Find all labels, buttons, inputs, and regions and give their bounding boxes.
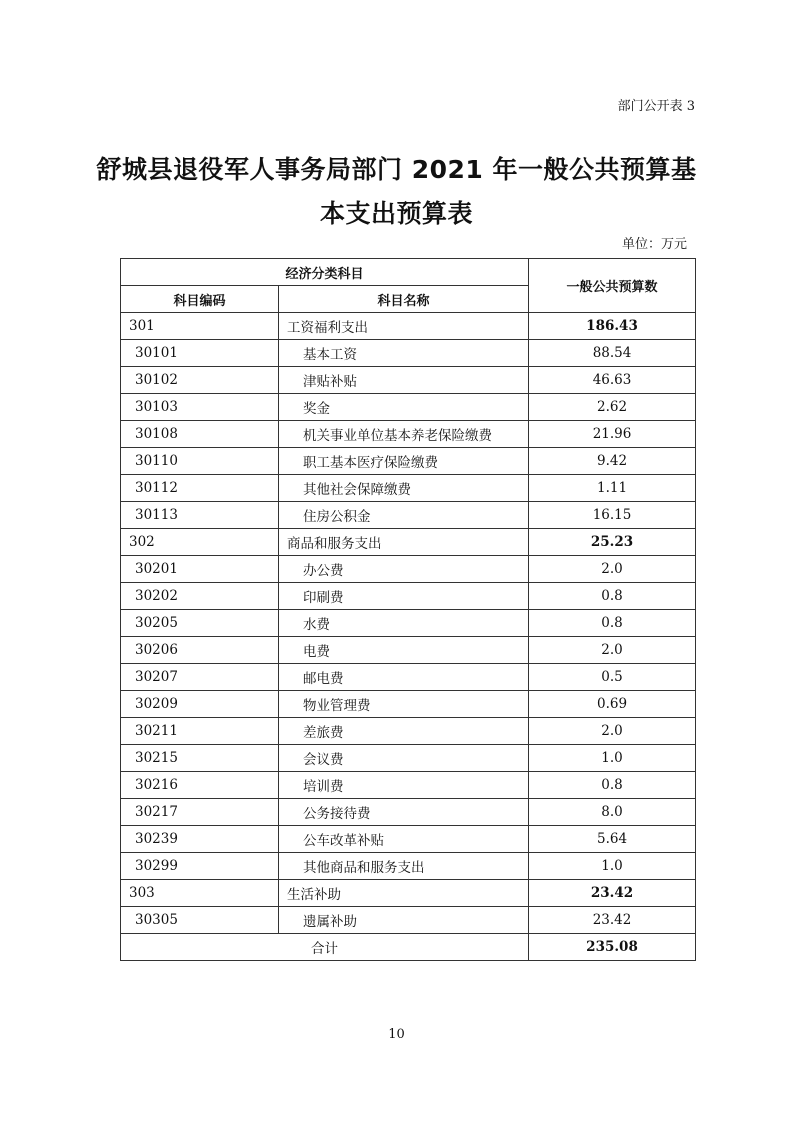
cell-code: 30112: [121, 475, 279, 502]
title-line-1: 舒城县退役军人事务局部门 2021 年一般公共预算基: [96, 155, 697, 184]
cell-name: 住房公积金: [279, 502, 529, 529]
cell-name: 基本工资: [279, 340, 529, 367]
cell-amount: 2.0: [529, 718, 696, 745]
table-row: [121, 583, 696, 610]
cell-amount: 1.0: [529, 853, 696, 880]
cell-name: 其他商品和服务支出: [279, 853, 529, 880]
cell-amount: 46.63: [529, 367, 696, 394]
table-row: [121, 853, 696, 880]
table-row: [121, 313, 696, 340]
cell-name: 遗属补助: [279, 907, 529, 934]
cell-code: 30305: [121, 907, 279, 934]
cell-name: 奖金: [279, 394, 529, 421]
cell-name: 工资福利支出: [279, 313, 529, 340]
cell-code: 30205: [121, 610, 279, 637]
cell-amount: 2.62: [529, 394, 696, 421]
cell-amount: 21.96: [529, 421, 696, 448]
cell-amount: 0.5: [529, 664, 696, 691]
cell-code: 30103: [121, 394, 279, 421]
table-row: [121, 880, 696, 907]
table-header-row: [121, 259, 696, 286]
budget-table: [120, 258, 696, 961]
cell-amount: 23.42: [529, 907, 696, 934]
cell-name: 职工基本医疗保险缴费: [279, 448, 529, 475]
cell-name: 物业管理费: [279, 691, 529, 718]
cell-amount: 1.0: [529, 745, 696, 772]
cell-name: 其他社会保障缴费: [279, 475, 529, 502]
cell-name: 会议费: [279, 745, 529, 772]
document-label: 部门公开表 3: [617, 99, 695, 114]
table-row: [121, 745, 696, 772]
cell-code: 30113: [121, 502, 279, 529]
cell-amount: 25.23: [529, 529, 696, 556]
cell-code: 30215: [121, 745, 279, 772]
cell-code: 30217: [121, 799, 279, 826]
cell-name: 公车改革补贴: [279, 826, 529, 853]
cell-code: 30202: [121, 583, 279, 610]
table-row: [121, 448, 696, 475]
cell-name: 差旅费: [279, 718, 529, 745]
cell-amount: 88.54: [529, 340, 696, 367]
cell-name: 公务接待费: [279, 799, 529, 826]
cell-name: 商品和服务支出: [279, 529, 529, 556]
cell-amount: 0.8: [529, 772, 696, 799]
table-row: [121, 637, 696, 664]
table-row: [121, 907, 696, 934]
cell-code: 30108: [121, 421, 279, 448]
table-row: [121, 421, 696, 448]
cell-code: 30211: [121, 718, 279, 745]
table-row: [121, 826, 696, 853]
cell-name: 水费: [279, 610, 529, 637]
table-row: [121, 367, 696, 394]
table-row: [121, 502, 696, 529]
table-row: [121, 718, 696, 745]
cell-amount: 5.64: [529, 826, 696, 853]
table-row: [121, 799, 696, 826]
title-line-2: 本支出预算表: [319, 199, 473, 228]
cell-code: 30102: [121, 367, 279, 394]
cell-amount: 2.0: [529, 637, 696, 664]
cell-amount: 23.42: [529, 880, 696, 907]
table-row: [121, 772, 696, 799]
table-row: [121, 475, 696, 502]
table-row: [121, 529, 696, 556]
cell-amount: 0.69: [529, 691, 696, 718]
cell-name: 生活补助: [279, 880, 529, 907]
table-row: [121, 664, 696, 691]
cell-amount: 9.42: [529, 448, 696, 475]
amount-header: 一般公共预算数: [529, 259, 696, 313]
cell-amount: 0.8: [529, 610, 696, 637]
page-title: [0, 148, 793, 236]
cell-code: 301: [121, 313, 279, 340]
cell-code: 30110: [121, 448, 279, 475]
cell-name: 邮电费: [279, 664, 529, 691]
table-row: [121, 394, 696, 421]
cell-code: 30216: [121, 772, 279, 799]
cell-code: 30206: [121, 637, 279, 664]
cell-name: 津贴补贴: [279, 367, 529, 394]
cell-amount: 16.15: [529, 502, 696, 529]
cell-name: 办公费: [279, 556, 529, 583]
unit-label: 单位：万元: [621, 237, 687, 252]
total-amount: 235.08: [529, 934, 696, 961]
table-row: [121, 610, 696, 637]
table-body: [121, 313, 696, 934]
cell-code: 30299: [121, 853, 279, 880]
total-label: 合计: [121, 934, 529, 961]
table-row: [121, 556, 696, 583]
cell-code: 302: [121, 529, 279, 556]
cell-amount: 8.0: [529, 799, 696, 826]
total-row: [121, 934, 696, 961]
cell-amount: 2.0: [529, 556, 696, 583]
cell-name: 印刷费: [279, 583, 529, 610]
code-header: 科目编码: [121, 286, 279, 313]
cell-amount: 186.43: [529, 313, 696, 340]
cell-code: 30209: [121, 691, 279, 718]
name-header: 科目名称: [279, 286, 529, 313]
group-header: 经济分类科目: [121, 259, 529, 286]
cell-name: 培训费: [279, 772, 529, 799]
page-number: 10: [388, 1027, 405, 1042]
cell-amount: 0.8: [529, 583, 696, 610]
cell-name: 电费: [279, 637, 529, 664]
cell-name: 机关事业单位基本养老保险缴费: [279, 421, 529, 448]
cell-code: 30101: [121, 340, 279, 367]
table-row: [121, 691, 696, 718]
cell-code: 30207: [121, 664, 279, 691]
cell-code: 30239: [121, 826, 279, 853]
cell-amount: 1.11: [529, 475, 696, 502]
table-row: [121, 340, 696, 367]
cell-code: 303: [121, 880, 279, 907]
cell-code: 30201: [121, 556, 279, 583]
